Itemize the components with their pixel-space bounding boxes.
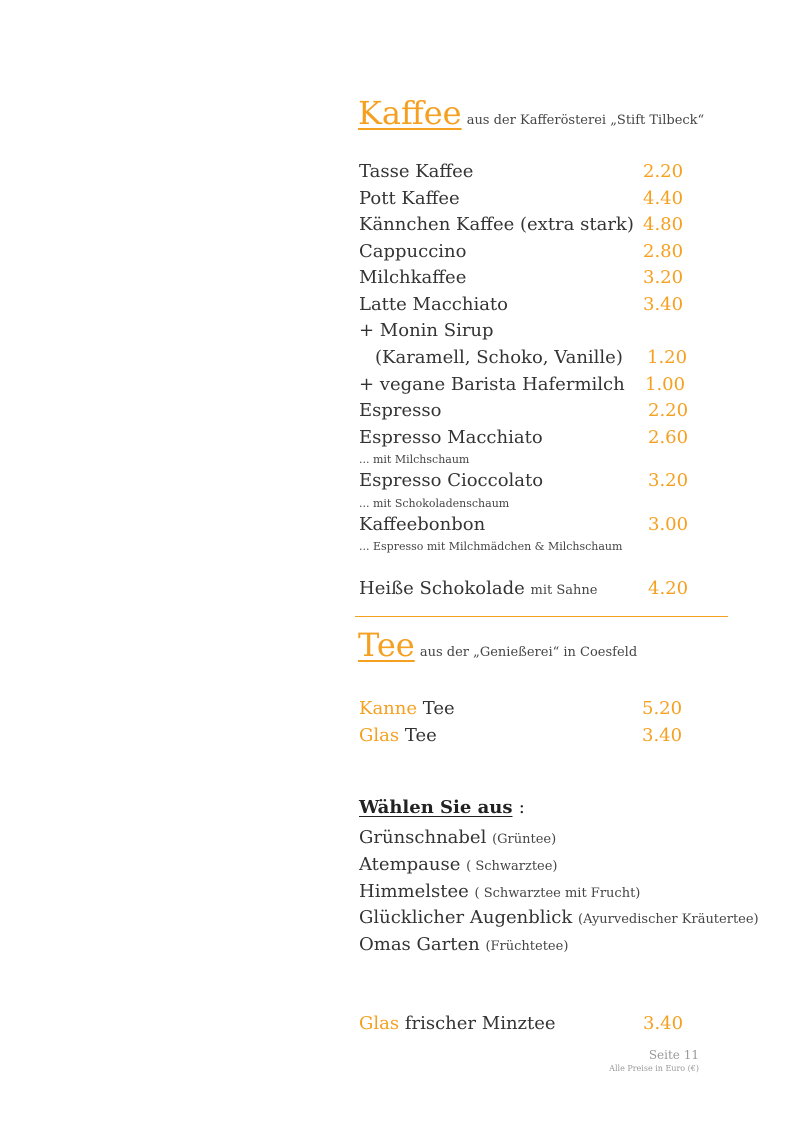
menu-item-name: Espresso Cioccolato: [359, 470, 544, 491]
tee-variety-name: Himmelstee: [359, 881, 469, 902]
menu-item-name: + vegane Barista Hafermilch: [359, 374, 625, 395]
tee-variety: [359, 934, 568, 955]
tee-variety-type: (Ayurvedischer Kräutertee): [578, 912, 759, 927]
tee-mint-name: frischer Minztee: [404, 1013, 556, 1034]
menu-item-name: Espresso Macchiato: [359, 427, 543, 448]
menu-item-note: ... mit Schokoladenschaum: [359, 497, 510, 510]
menu-item-price: 3.40: [642, 725, 683, 746]
menu-item-name: Milchkaffee: [359, 267, 467, 288]
tee-variety: [359, 854, 558, 875]
menu-item-chocolate: [359, 578, 597, 599]
tee-variety: [359, 827, 556, 848]
menu-item-name: Latte Macchiato: [359, 294, 509, 315]
tee-size-label: Glas: [359, 725, 400, 746]
tee-heading: Tee: [358, 626, 415, 664]
menu-item-price: 4.40: [643, 188, 684, 209]
tee-size-label: Kanne: [359, 698, 418, 719]
menu-item-price: 3.20: [648, 470, 689, 491]
choose-colon: :: [518, 797, 525, 818]
menu-item-suffix: mit Sahne: [530, 583, 598, 598]
menu-item-name: Pott Kaffee: [359, 188, 460, 209]
menu-item-price: 3.00: [648, 514, 689, 535]
section-divider: [355, 616, 728, 617]
menu-item-price: 3.20: [643, 267, 684, 288]
tee-variety-name: Atempause: [359, 854, 461, 875]
menu-item-name: (Karamell, Schoko, Vanille): [375, 347, 623, 368]
menu-item-price: 4.80: [643, 214, 684, 235]
menu-item-price: 3.40: [643, 1013, 684, 1034]
menu-item-price: 5.20: [642, 698, 683, 719]
kaffee-heading: Kaffee: [358, 94, 462, 132]
tee-variety-type: (Früchtetee): [485, 939, 569, 954]
menu-item-price: 2.60: [648, 427, 689, 448]
menu-item-name: Heiße Schokolade: [359, 578, 525, 599]
tee-subtitle: aus der „Genießerei“ in Coesfeld: [419, 645, 638, 660]
menu-item-name: Cappuccino: [359, 241, 467, 262]
menu-item-price: 2.80: [643, 241, 684, 262]
menu-item-price: 2.20: [648, 400, 689, 421]
tee-variety-name: Grünschnabel: [359, 827, 487, 848]
tee-mint-size: Glas: [359, 1013, 400, 1034]
menu-item-price: 1.00: [645, 374, 686, 395]
tee-mint-row: [359, 1013, 556, 1034]
tee-size-row: [359, 698, 455, 719]
tee-variety-type: ( Schwarztee mit Frucht): [474, 886, 641, 901]
menu-item-name: Espresso: [359, 400, 442, 421]
menu-item-note: ... Espresso mit Milchmädchen & Milchschaum: [359, 540, 623, 553]
kaffee-subtitle: aus der Kafferösterei „Stift Tilbeck“: [466, 113, 705, 128]
tee-variety-type: ( Schwarztee): [466, 859, 558, 874]
tee-header: [358, 626, 637, 664]
menu-item-note: ... mit Milchschaum: [359, 453, 470, 466]
menu-item-name: Kaffeebonbon: [359, 514, 486, 535]
tee-variety-type: (Grüntee): [492, 832, 557, 847]
tee-size-row: [359, 725, 437, 746]
menu-item-price: 1.20: [647, 347, 688, 368]
page-number: Seite 11: [648, 1048, 699, 1062]
choose-heading: [359, 797, 525, 818]
menu-item-name: + Monin Sirup: [359, 320, 494, 341]
tee-variety-name: Omas Garten: [359, 934, 480, 955]
menu-item-price: 2.20: [643, 161, 684, 182]
currency-note: Alle Preise in Euro (€): [609, 1064, 699, 1073]
menu-item-price: 4.20: [648, 578, 689, 599]
tee-size-name: Tee: [422, 698, 455, 719]
menu-item-price: 3.40: [643, 294, 684, 315]
tee-size-name: Tee: [404, 725, 437, 746]
menu-item-name: Kännchen Kaffee (extra stark): [359, 214, 634, 235]
tee-variety-name: Glücklicher Augenblick: [359, 907, 573, 928]
menu-item-name: Tasse Kaffee: [359, 161, 474, 182]
tee-variety: [359, 907, 759, 928]
kaffee-header: [358, 94, 704, 132]
choose-label: Wählen Sie aus: [359, 797, 513, 818]
tee-variety: [359, 881, 640, 902]
